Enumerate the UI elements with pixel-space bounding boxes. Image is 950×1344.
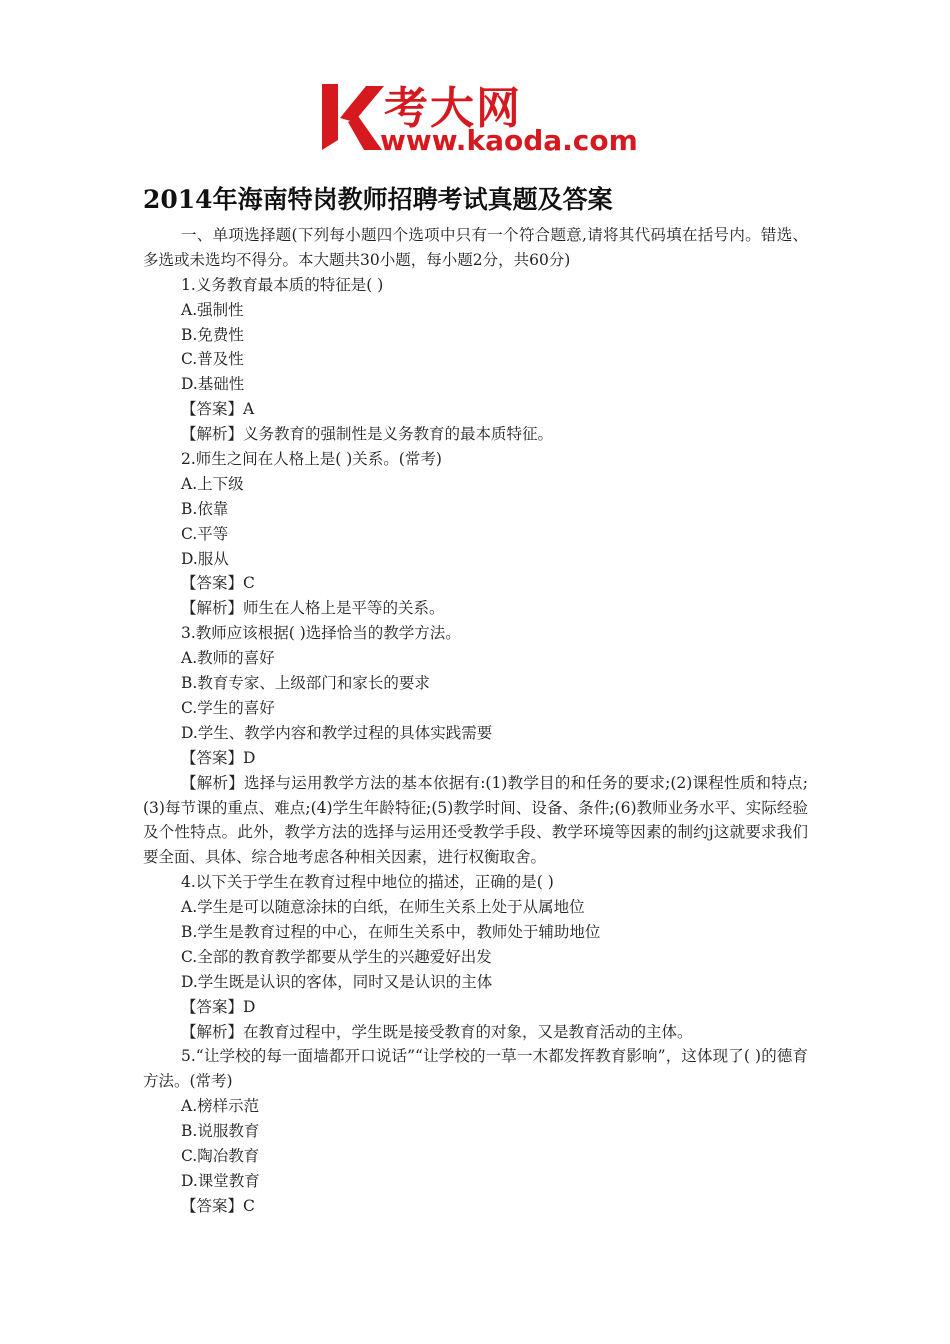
question-2-analysis: 【解析】师生在人格上是平等的关系。 bbox=[181, 599, 445, 618]
question-1-option-b: B.免费性 bbox=[181, 325, 244, 344]
question-5-option-c: C.陶冶教育 bbox=[181, 1147, 260, 1166]
question-3-option-a: A.教师的喜好 bbox=[181, 649, 275, 668]
question-1-option-a: A.强制性 bbox=[181, 300, 244, 319]
question-3-option-d: D.学生、教学内容和教学过程的具体实践需要 bbox=[181, 723, 493, 742]
question-4-option-c: C.全部的教育教学都要从学生的兴趣爱好出发 bbox=[181, 947, 492, 966]
k-logo-icon bbox=[318, 82, 388, 152]
question-4-option-b: B.学生是教育过程的中心，在师生关系中，教师处于辅助地位 bbox=[181, 922, 601, 941]
question-5-option-d: D.课堂教育 bbox=[181, 1171, 260, 1190]
question-5-stem: 5.“让学校的每一面墙都开口说话”“让学校的一草一木都发挥教育影响”，这体现了( )的德育方法。(常考) bbox=[143, 1047, 808, 1091]
logo-brand-text: 考大网 bbox=[384, 83, 522, 134]
page-title: 2014年海南特岗教师招聘考试真题及答案 bbox=[143, 185, 613, 214]
question-5-option-a: A.榜样示范 bbox=[181, 1097, 260, 1116]
question-3-stem: 3.教师应该根据( )选择恰当的教学方法。 bbox=[181, 624, 461, 643]
question-1-analysis: 【解析】义务教育的强制性是义务教育的最本质特征。 bbox=[181, 425, 554, 444]
question-2-option-b: B.依靠 bbox=[181, 499, 229, 518]
question-3-option-c: C.学生的喜好 bbox=[181, 698, 275, 717]
question-3-answer: 【答案】D bbox=[181, 748, 256, 767]
question-5-answer: 【答案】C bbox=[181, 1196, 255, 1215]
question-1-option-c: C.普及性 bbox=[181, 350, 244, 369]
logo-url-text: www.kaoda.com bbox=[380, 124, 638, 157]
question-1-stem: 1.义务教育最本质的特征是( ) bbox=[181, 275, 384, 294]
question-1-answer: 【答案】A bbox=[181, 400, 255, 419]
kaoda-logo[interactable] bbox=[318, 78, 638, 162]
question-4-stem: 4.以下关于学生在教育过程中地位的描述，正确的是( ) bbox=[181, 873, 554, 892]
question-3-analysis: 【解析】选择与运用教学方法的基本依据有:(1)教学目的和任务的要求;(2)课程性质和特点;(3)每节课的重点、难点;(4)学生年龄特征;(5)教学时间、设备、条件;(6)教师业务水平、实际经验及个性特点。此外，教学方法的选择与运用还受教学手段、教学环境等因素的制约j这就要求我们要全面、具体、综合地考虑各种相关因素，进行权衡取舍。 bbox=[143, 773, 808, 867]
question-4-answer: 【答案】D bbox=[181, 997, 256, 1016]
question-5-option-b: B.说服教育 bbox=[181, 1122, 260, 1141]
question-3-option-b: B.教育专家、上级部门和家长的要求 bbox=[181, 674, 430, 693]
question-2-answer: 【答案】C bbox=[181, 574, 255, 593]
question-4-option-d: D.学生既是认识的客体，同时又是认识的主体 bbox=[181, 972, 493, 991]
question-2-stem: 2.师生之间在人格上是( )关系。(常考) bbox=[181, 450, 442, 469]
question-4-analysis: 【解析】在教育过程中，学生既是接受教育的对象，又是教育活动的主体。 bbox=[181, 1022, 693, 1041]
question-4-option-a: A.学生是可以随意涂抹的白纸，在师生关系上处于从属地位 bbox=[181, 898, 585, 917]
section-intro: 一、单项选择题(下列每小题四个选项中只有一个符合题意,请将其代码填在括号内。错选、多选或未选均不得分。本大题共30小题，每小题2分，共60分) bbox=[143, 226, 808, 269]
question-2-option-c: C.平等 bbox=[181, 524, 229, 543]
question-2-option-d: D.服从 bbox=[181, 549, 229, 568]
question-1-option-d: D.基础性 bbox=[181, 375, 245, 394]
question-2-option-a: A.上下级 bbox=[181, 474, 244, 493]
document-body bbox=[143, 223, 808, 1219]
